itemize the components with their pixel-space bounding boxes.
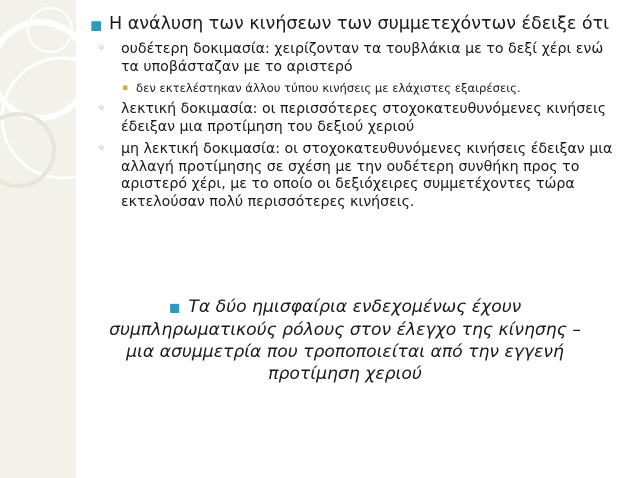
sub-sub-bullet-text: δεν εκτελέστηκαν άλλου τύπου κινήσεις με ελάχιστες εξαιρέσεις. (136, 81, 521, 95)
sub-bullet-neutral (88, 41, 618, 76)
conclusion-text: Τα δύο ημισφαίρια ενδεχομένως έχουν συμπληρωματικούς ρόλους στον έλεγχο της κίνησης – μια ασυμμετρία που τροποποιείται από την εγγενή προτίμηση χεριού (109, 297, 581, 384)
decorative-circles-graphic (0, 0, 78, 478)
sub-bullet-text: ουδέτερη δοκιμασία: χειρίζονταν τα τουβλάκια με το δεξί χέρι ενώ τα υποβάσταζαν με το αριστερό (121, 41, 604, 75)
slide-content (88, 14, 618, 216)
circle-bullet-icon: ◦ (98, 41, 106, 55)
sub-bullet-verbal (88, 101, 618, 136)
sub-bullet-nonverbal (88, 141, 618, 211)
main-bullet-text: Η ανάλυση των κινήσεων των συμμετεχόντων έδειξε ότι (109, 14, 610, 34)
sub-bullet-text: λεκτική δοκιμασία: οι περισσότερες στοχοκατευθυνόμενες κινήσεις έδειξαν μια προτίμηση του δεξιού χεριού (121, 101, 607, 135)
small-square-bullet-icon: ▪ (122, 83, 129, 93)
sub-bullet-text: μη λεκτική δοκιμασία: οι στοχοκατευθυνόμενες κινήσεις έδειξαν μια αλλαγή προτίμησης σε σχέση με την ουδέτερη συνθήκη προς το αριστερό χέρι, με το οποίο οι δεξιόχειρες συμμετέχοντες τώρα εκτελούσαν πολύ περισσότερες κινήσεις. (121, 141, 613, 210)
square-bullet-icon: ◼ (168, 300, 181, 316)
main-bullet (88, 14, 618, 35)
conclusion-statement (100, 296, 590, 385)
decorative-side-panel (0, 0, 78, 478)
square-bullet-icon: ◼ (90, 16, 103, 34)
sub-sub-bullet (88, 81, 618, 96)
panel-divider (76, 0, 79, 478)
circle-bullet-icon: ◦ (98, 141, 106, 155)
circle-bullet-icon: ◦ (98, 101, 106, 115)
